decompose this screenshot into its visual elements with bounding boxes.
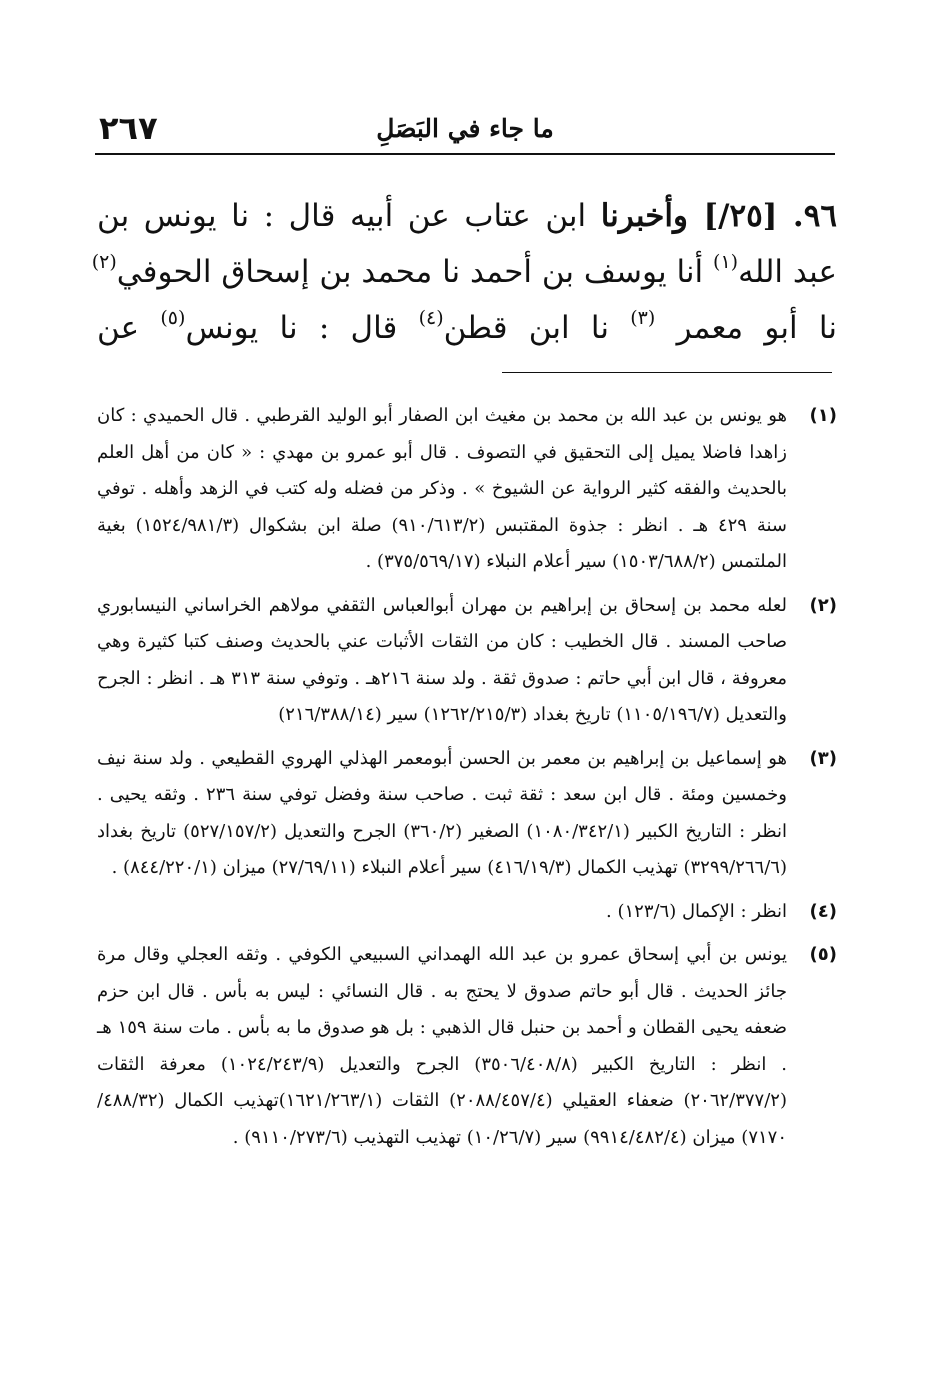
footnote-text: لعله محمد بن إسحاق بن إبراهيم بن مهران أبوالعباس الثقفي مولاهم الخراساني النيسابوري صاحب المسند . قال الخطيب : كان من الثقات الأثبات عني بالحديث وصنف كتبا كثيرة وهي معروفة ، قال ابن أبي حاتم : صدوق ثقة . ولد سنة ٢١٦هـ . وتوفي سنة ٣١٣ هـ . انظر : الجرح والتعديل (١١٠٥/١٩٦/٧) تاريخ بغداد (١٢٦٢/٢١٥/٣) سير (٢١٦/٣٨٨/١٤) bbox=[97, 594, 787, 725]
main-line-text: ابن عتاب عن أبيه قال : نا يونس بن bbox=[97, 198, 601, 234]
footnotes bbox=[97, 398, 837, 1163]
page-header bbox=[95, 108, 835, 154]
footnote bbox=[97, 588, 837, 734]
footnote-ref[interactable]: (١) bbox=[713, 251, 739, 273]
page-number: ٢٦٧ bbox=[99, 109, 158, 147]
footnote-ref[interactable]: (٥) bbox=[160, 307, 186, 329]
main-line-text: نا أبو معمر bbox=[655, 310, 838, 346]
footnote-separator bbox=[502, 372, 832, 373]
running-title: ما جاء في البَصَلِ bbox=[376, 114, 554, 143]
main-line-text: نا ابن قطن bbox=[443, 310, 631, 346]
footnote-number: (٣) bbox=[809, 747, 837, 769]
main-line-text: أنا يوسف بن أحمد نا محمد بن إسحاق الحوفي bbox=[116, 254, 714, 290]
main-line-text: عن bbox=[97, 310, 161, 346]
footnote-number: (٤) bbox=[809, 900, 837, 922]
main-line-2 bbox=[91, 244, 837, 300]
main-line-3 bbox=[97, 300, 837, 356]
footnote-ref[interactable]: (٢) bbox=[91, 251, 117, 273]
footnote bbox=[97, 894, 837, 931]
footnote-ref[interactable]: (٤) bbox=[418, 307, 444, 329]
main-text bbox=[91, 188, 838, 356]
header-rule bbox=[95, 153, 835, 155]
footnote-ref[interactable]: (٣) bbox=[630, 307, 656, 329]
footnote-number: (٢) bbox=[809, 594, 837, 616]
footnote-number: (١) bbox=[809, 405, 837, 426]
footnote-text: يونس بن أبي إسحاق عمرو بن عبد الله الهمداني السبيعي الكوفي . وثقه العجلي وقال مرة جائز الحديث . قال أبو حاتم صدوق لا يحتج به . قال النسائي : ليس به بأس . قال ابن حزم ضعفه يحيى القطان و أحمد بن حنبل قال الذهبي : بل هو صدوق ما به بأس . مات سنة ١٥٩ هـ . انظر : التاريخ الكبير (٣٥٠٦/٤٠٨/٨) الجرح والتعديل (١٠٢٤/٢٤٣/٩) معرفة الثقات (٢٠٦٢/٣٧٧/٢) ضعفاء العقيلي (٢٠٨٨/٤٥٧/٤) الثقات (١٦٢١/٢٦٣/١)تهذيب الكمال (٤٨٨/٣٢/ ٧١٧٠) ميزان (٩٩١٤/٤٨٢/٤) سير (١٠/٢٦/٧) تهذيب التهذيب (٩١١٠/٢٧٣/٦) . bbox=[97, 944, 787, 1148]
hadith-lead: ٩٦. [٢٥/] وأخبرنا bbox=[600, 198, 837, 234]
footnote-text: انظر : الإكمال (١٢٣/٦) . bbox=[606, 900, 787, 922]
main-line-text: عبد الله bbox=[738, 254, 837, 290]
main-line-text: قال : نا يونس bbox=[185, 310, 419, 346]
footnote bbox=[97, 741, 837, 887]
footnote bbox=[97, 937, 837, 1156]
main-line-1 bbox=[97, 188, 837, 244]
footnote-number: (٥) bbox=[809, 944, 837, 965]
footnote-text: هو إسماعيل بن إبراهيم بن معمر بن الحسن أبومعمر الهذلي الهروي القطيعي . ولد سنة نيف وخمسين ومئة . قال ابن سعد : ثقة ثبت . صاحب سنة وفضل توفي سنة ٢٣٦ . وثقه يحيى . انظر : التاريخ الكبير (١٠٨٠/٣٤٢/١) الصغير (٣٦٠/٢) الجرح والتعديل (٥٢٧/١٥٧/٢) تاريخ بغداد (٣٢٩٩/٢٦٦/٦) تهذيب الكمال (٤١٦/١٩/٣) سير أعلام النبلاء (٢٧/٦٩/١١) ميزان (٨٤٤/٢٢٠/١) . bbox=[97, 747, 787, 878]
footnote-text: هو يونس بن عبد الله بن محمد بن مغيث ابن الصفار أبو الوليد القرطبي . قال الحميدي : كان زاهدا فاضلا يميل إلى التحقيق في التصوف . قال أبو عمرو بن مهدي : « كان من أهل العلم بالحديث والفقه كثير الرواية عن الشيوخ » . وذكر من فضله وله كتب في الزهد وأهله . توفي سنة ٤٢٩ هـ . انظر : جذوة المقتبس (٩١٠/٦١٣/٢) صلة ابن بشكوال (١٥٢٤/٩٨١/٣) بغية الملتمس (١٥٠٣/٦٨٨/٢) سير أعلام النبلاء (٣٧٥/٥٦٩/١٧) . bbox=[97, 405, 787, 572]
footnote bbox=[97, 398, 837, 581]
